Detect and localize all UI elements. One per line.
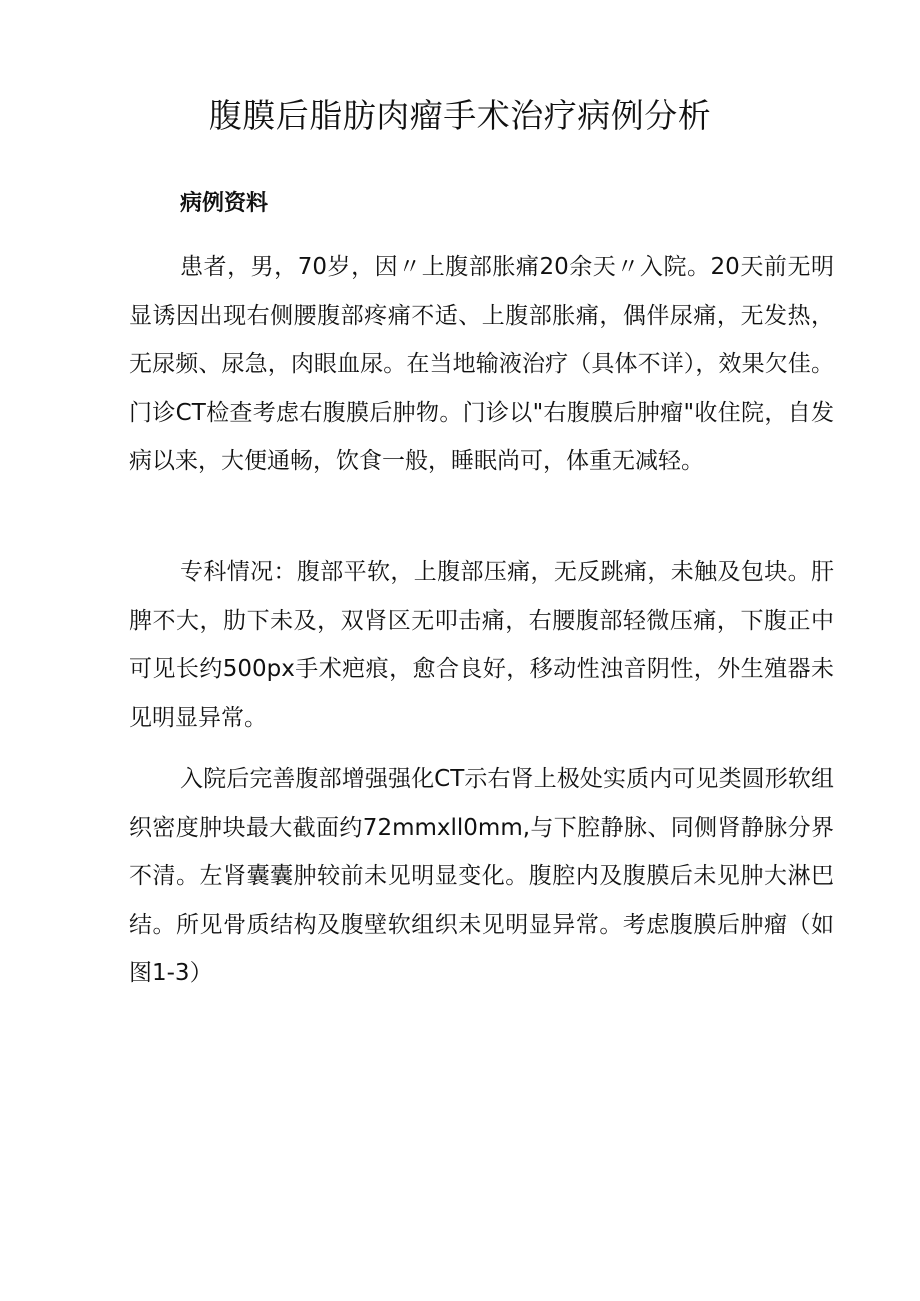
paragraph-imaging: 入院后完善腹部增强强化CT示右肾上极处实质内可见类圆形软组织密度肿块最大截面约72mmxll0mm,与下腔静脉、同侧肾静脉分界不清。左肾囊囊肿较前未见明显变化。腹腔内及腹膜后未见肿大淋巴结。所见骨质结构及腹壁软组织未见明显异常。考虑腹膜后肿瘤（如图1-3） (129, 766, 834, 986)
paragraph-history: 患者，男，70岁，因〃上腹部胀痛20余天〃入院。20天前无明显诱因出现右侧腰腹部疼痛不适、上腹部胀痛，偶伴尿痛，无发热，无尿频、尿急，肉眼血尿。在当地输液治疗（具体不详），效果欠佳。门诊CT检查考虑右腹膜后肿物。门诊以"右腹膜后肿瘤"收住院，自发病以来，大便通畅，饮食一般，睡眠尚可，体重无减轻。 (129, 254, 834, 474)
paragraph-examination: 专科情况：腹部平软，上腹部压痛，无反跳痛，未触及包块。肝脾不大，肋下未及，双肾区无叩击痛，右腰腹部轻微压痛，下腹正中可见长约500px手术疤痕，愈合良好，移动性浊音阴性，外生殖器未见明显异常。 (129, 559, 834, 731)
section-heading: 病例资料 (180, 191, 269, 216)
document-title: 腹膜后脂肪肉瘤手术治疗病例分析 (208, 96, 712, 135)
